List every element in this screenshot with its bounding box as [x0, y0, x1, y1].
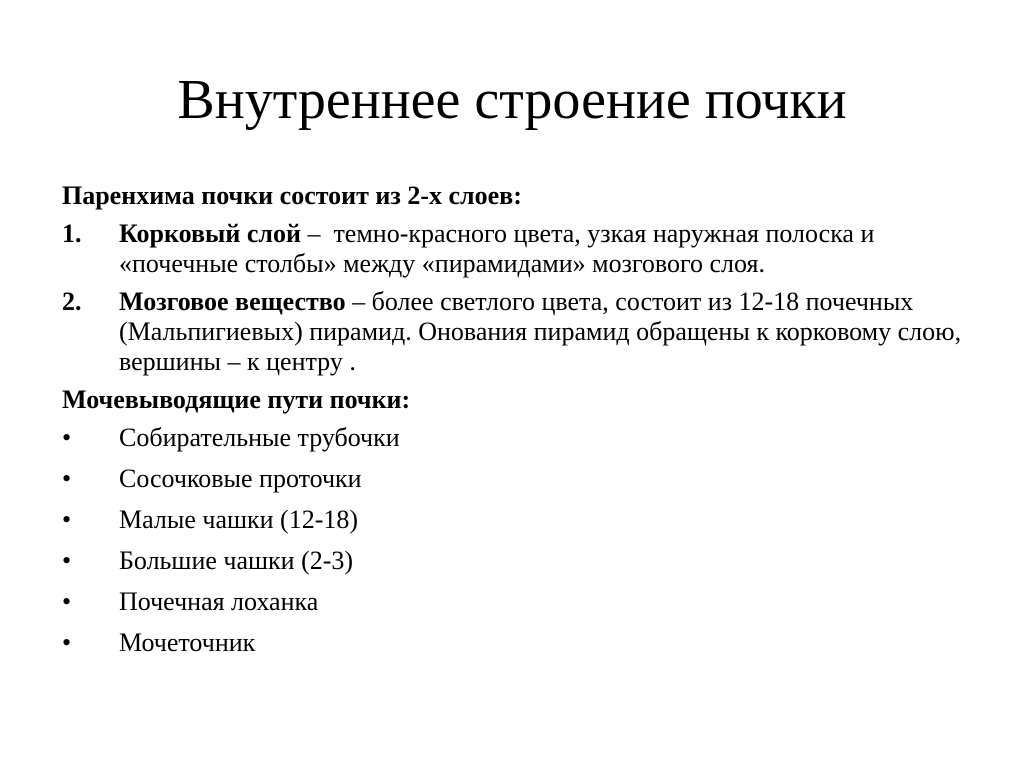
list-item-text: Собирательные трубочки [119, 423, 400, 452]
item-dash: – [300, 219, 334, 248]
bullet-icon: • [62, 587, 72, 616]
slide-body [62, 181, 962, 669]
list-item-text: Малые чашки (12-18) [119, 505, 359, 534]
list-item [62, 423, 962, 453]
item-number: 1. [62, 219, 82, 248]
item-term: Мозговое вещество [119, 287, 346, 316]
item-number: 2. [62, 287, 82, 316]
list-item-text: Почечная лоханка [119, 587, 319, 616]
item-dash: – [345, 287, 372, 316]
parenchyma-item-2 [62, 287, 962, 377]
list-item [62, 546, 962, 576]
list-item-text: Сосочковые проточки [119, 464, 362, 493]
bullet-icon: • [62, 464, 72, 493]
list-item [62, 464, 962, 494]
urinary-tract-heading: Мочевыводящие пути почки: [62, 385, 411, 414]
list-item-text: Большие чашки (2-3) [119, 546, 354, 575]
bullet-icon: • [62, 423, 72, 452]
item-text: более светлого цвета, состоит из 12-18 почечных (Мальпигиевых) пирамид. Онования пирамид обращены к корковому слою, вершины – к центру . [119, 287, 962, 376]
parenchyma-item-1 [62, 219, 962, 279]
slide-title: Внутреннее строение почки [177, 69, 847, 131]
list-item-text: Мочеточник [119, 628, 256, 657]
item-term: Корковый слой [119, 219, 301, 248]
item-text: темно-красного цвета, узкая наружная полоска и «почечные столбы» между «пирамидами» мозгового слоя. [119, 219, 875, 278]
parenchyma-heading: Паренхима почки состоит из 2-х слоев: [62, 181, 522, 210]
list-item [62, 505, 962, 535]
bullet-icon: • [62, 505, 72, 534]
list-item [62, 587, 962, 617]
urinary-tract-list [62, 423, 962, 658]
bullet-icon: • [62, 628, 72, 657]
list-item [62, 628, 962, 658]
bullet-icon: • [62, 546, 72, 575]
